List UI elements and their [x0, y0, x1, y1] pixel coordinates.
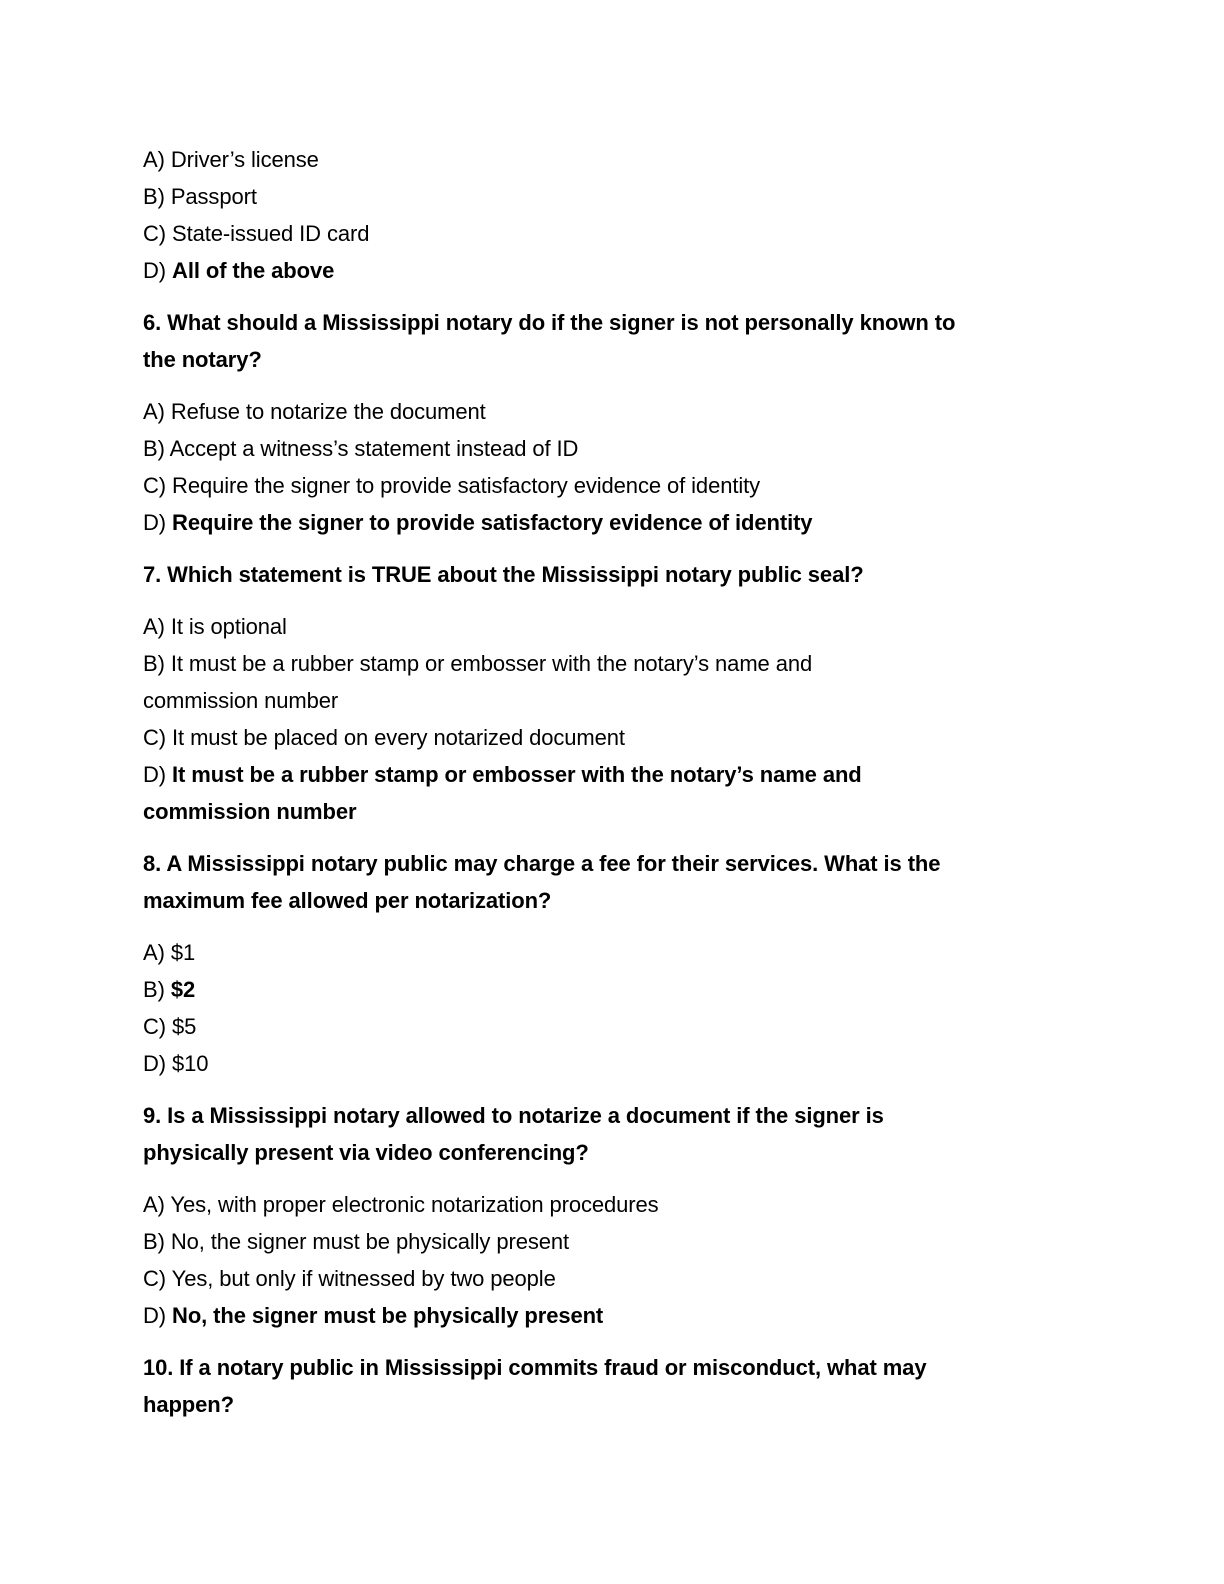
q9-option-b — [143, 1223, 1083, 1260]
option-prefix: A) — [143, 614, 171, 639]
q6-option-c — [143, 467, 1083, 504]
q8-option-b — [143, 971, 1083, 1008]
q9-option-a — [143, 1186, 1083, 1223]
q8-question-line2: maximum fee allowed per notarization? — [143, 888, 552, 913]
q8-options — [143, 934, 1083, 1082]
option-prefix: D) — [143, 258, 173, 283]
option-text: $10 — [172, 1051, 209, 1076]
q7-question-line1: 7. Which statement is TRUE about the Mississippi notary public seal? — [143, 562, 864, 587]
option-text-answer: Require the signer to provide satisfactory evidence of identity — [172, 510, 813, 535]
q5-option-d — [143, 252, 1083, 289]
q9-option-d — [143, 1297, 1083, 1334]
q5-option-b — [143, 178, 1083, 215]
q9-option-c — [143, 1260, 1083, 1297]
option-prefix: B) — [143, 436, 170, 461]
q7-option-b-continued: commission number — [143, 688, 339, 713]
q6-question-line2: the notary? — [143, 347, 262, 372]
option-prefix: A) — [143, 147, 171, 172]
option-prefix: D) — [143, 1303, 173, 1328]
option-text: Yes, with proper electronic notarization procedures — [170, 1192, 659, 1217]
q6-option-d — [143, 504, 1083, 541]
q7-option-d — [143, 756, 1083, 793]
q9-question-line1: 9. Is a Mississippi notary allowed to notarize a document if the signer is — [143, 1103, 884, 1128]
option-prefix: C) — [143, 1266, 172, 1291]
q6-options — [143, 393, 1083, 541]
q8-option-d — [143, 1045, 1083, 1082]
option-text: It is optional — [170, 614, 287, 639]
q10-question — [143, 1349, 1083, 1423]
q7-option-d-continued: commission number — [143, 799, 357, 824]
q5-options — [143, 141, 1083, 289]
q5-option-a — [143, 141, 1083, 178]
q6-option-a — [143, 393, 1083, 430]
option-prefix: D) — [143, 762, 173, 787]
q8-option-c — [143, 1008, 1083, 1045]
option-prefix: C) — [143, 221, 173, 246]
option-prefix: A) — [143, 399, 171, 424]
option-prefix: A) — [143, 940, 171, 965]
option-text-answer: No, the signer must be physically present — [172, 1303, 604, 1328]
q9-options — [143, 1186, 1083, 1334]
option-text: Accept a witness’s statement instead of ID — [169, 436, 579, 461]
option-prefix: A) — [143, 1192, 171, 1217]
q7-options — [143, 608, 1083, 830]
page-content — [143, 141, 1083, 1423]
q5-option-c — [143, 215, 1083, 252]
option-text: Driver’s license — [170, 147, 319, 172]
option-text-answer: All of the above — [172, 258, 335, 283]
option-text-answer: It must be a rubber stamp or embosser with the notary’s name and — [172, 762, 862, 787]
option-text: Passport — [170, 184, 257, 209]
option-text: $5 — [172, 1014, 197, 1039]
option-prefix: B) — [143, 184, 171, 209]
q7-option-b — [143, 645, 1083, 682]
q10-question-line2: happen? — [143, 1392, 234, 1417]
option-text: State-issued ID card — [172, 221, 370, 246]
q7-question — [143, 556, 1083, 593]
option-prefix: D) — [143, 510, 173, 535]
option-prefix: B) — [143, 1229, 171, 1254]
option-text: Refuse to notarize the document — [170, 399, 486, 424]
q8-question — [143, 845, 1083, 919]
option-prefix: B) — [143, 977, 171, 1002]
q6-question-line1: 6. What should a Mississippi notary do if the signer is not personally known to — [143, 310, 956, 335]
option-text: No, the signer must be physically present — [170, 1229, 570, 1254]
option-text: It must be placed on every notarized document — [172, 725, 625, 750]
q6-question — [143, 304, 1083, 378]
q10-question-line1: 10. If a notary public in Mississippi commits fraud or misconduct, what may — [143, 1355, 927, 1380]
q7-option-a — [143, 608, 1083, 645]
option-prefix: C) — [143, 1014, 173, 1039]
q8-option-a — [143, 934, 1083, 971]
q9-question-line2: physically present via video conferencing? — [143, 1140, 589, 1165]
option-prefix: C) — [143, 473, 173, 498]
option-text: $1 — [170, 940, 196, 965]
q6-option-b — [143, 430, 1083, 467]
option-prefix: C) — [143, 725, 173, 750]
option-prefix: D) — [143, 1051, 173, 1076]
q8-question-line1: 8. A Mississippi notary public may charge a fee for their services. What is the — [143, 851, 941, 876]
q9-question — [143, 1097, 1083, 1171]
option-text: It must be a rubber stamp or embosser with the notary’s name and — [170, 651, 813, 676]
option-text: Require the signer to provide satisfactory evidence of identity — [172, 473, 761, 498]
option-text-answer: $2 — [170, 977, 196, 1002]
option-prefix: B) — [143, 651, 171, 676]
option-text: Yes, but only if witnessed by two people — [171, 1266, 556, 1291]
q7-option-c — [143, 719, 1083, 756]
